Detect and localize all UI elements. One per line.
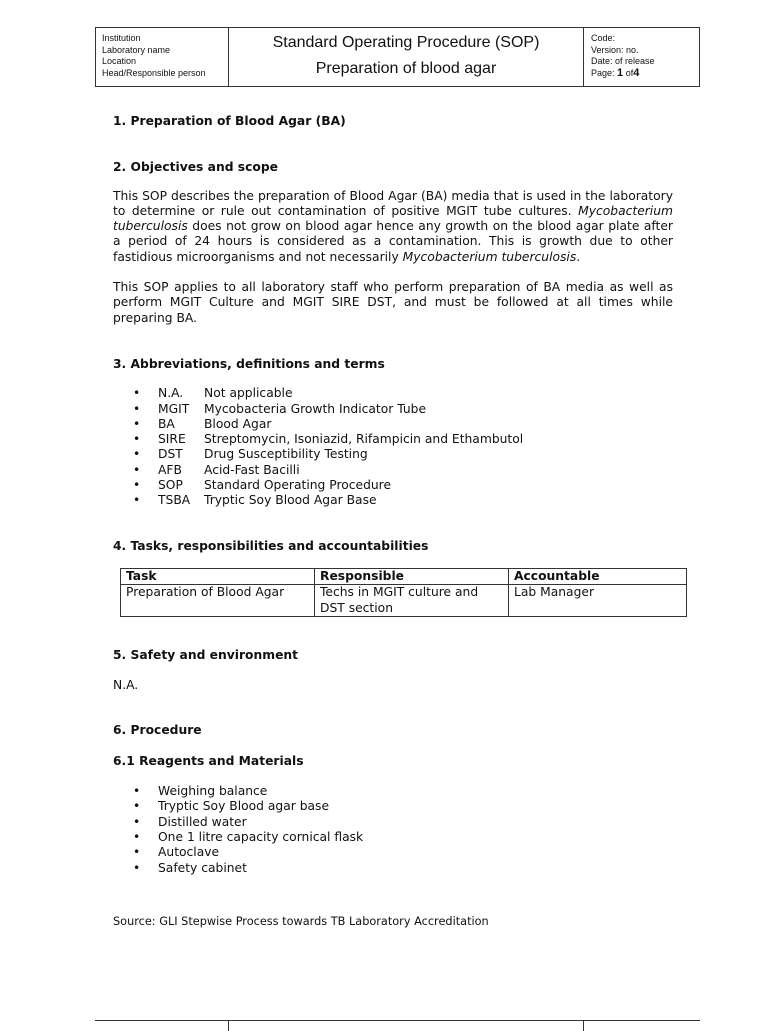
scope-paragraph: This SOP applies to all laboratory staff who perform preparation of BA media as well as perform MGIT Culture and MGIT SIRE DST, and must be followed at all times while preparing BA. [113,280,673,325]
section-3-title: 3. Abbreviations, definitions and terms [113,356,385,371]
table-header-responsible: Responsible [315,568,509,584]
table-header-task: Task [121,568,315,584]
list-item: • One 1 litre capacity cornical flask [113,830,673,845]
objectives-paragraph: This SOP describes the preparation of Blood Agar (BA) media that is used in the laboratory to determine or rule out contamination of positive MGIT tube cultures. Mycobacterium tuberculosis does not grow on blood agar hence any growth on the blood agar plate after a period of 24 hours is considered as a contamination. This is growth due to other fastidious microorganisms and not necessarily Mycobacterium tuberculosis. [113,188,673,264]
list-item [113,493,673,508]
next-page-header-edge [95,1020,700,1031]
list-item: • Autoclave [113,845,673,860]
abbreviation-term: DST [158,447,183,462]
abbreviation-definition: Streptomycin, Isoniazid, Rifampicin and Ethambutol [204,432,524,447]
list-item: • Tryptic Soy Blood agar base [113,799,673,814]
abbreviation-definition: Standard Operating Procedure [204,478,392,493]
section-2-title: 2. Objectives and scope [113,160,278,175]
list-item: • Distilled water [113,815,673,830]
abbreviation-definition: Mycobacteria Growth Indicator Tube [204,401,427,416]
code-label: Code: [591,33,616,43]
list-item [113,432,673,447]
sop-title: Standard Operating Procedure (SOP) [272,34,540,51]
abbreviation-term: SOP [158,478,183,493]
sop-subtitle: Preparation of blood agar [315,60,497,77]
list-item: • Safety cabinet [113,861,673,876]
abbreviation-definition: Blood Agar [204,416,272,431]
abbreviation-term: SIRE [158,432,186,447]
section-1-title: 1. Preparation of Blood Agar (BA) [113,114,346,128]
abbreviation-term: TSBA [158,493,191,508]
table-row [121,585,687,617]
location-label: Location [102,56,137,66]
abbreviation-term: N.A. [158,386,184,401]
abbreviation-term: MGIT [158,401,190,416]
table-cell-accountable: Lab Manager [509,585,687,617]
section-6-title: 6. Procedure [113,723,202,738]
abbreviation-definition: Tryptic Soy Blood Agar Base [204,493,377,508]
list-item [113,478,673,493]
abbreviation-term: AFB [158,462,182,477]
list-item [113,463,673,478]
list-item: • Weighing balance [113,784,673,799]
abbreviation-definition: Acid-Fast Bacilli [204,462,300,477]
laboratory-name-label: Laboratory name [102,44,171,55]
title-block [229,28,584,86]
abbreviation-list [113,386,673,508]
section-4-title: 4. Tasks, responsibilities and accountabilities [113,538,429,553]
head-responsible-label: Head/Responsible person [102,67,206,78]
sop-header [95,27,700,87]
doc-info-block [584,28,699,86]
section-6-1-title: 6.1 Reagents and Materials [113,753,304,768]
abbreviation-term: BA [158,416,175,431]
table-cell-task: Preparation of Blood Agar [121,585,315,617]
list-item [113,447,673,462]
safety-text: N.A. [113,678,139,693]
abbreviation-definition: Not applicable [204,386,293,401]
document-body [113,114,673,929]
source-note: Source: GLI Stepwise Process towards TB Laboratory Accreditation [113,914,489,928]
list-item [113,402,673,417]
table-header-accountable: Accountable [509,568,687,584]
materials-list [113,784,673,876]
table-cell-responsible: Techs in MGIT culture and DST section [315,585,509,617]
abbreviation-definition: Drug Susceptibility Testing [204,447,368,462]
date-label: Date: of release [591,56,655,66]
institution-label: Institution [102,33,141,43]
list-item [113,417,673,432]
responsibility-table [120,568,687,617]
institution-block [96,28,229,86]
list-item [113,386,673,401]
page-indicator: Page: 1 of4 [591,66,640,79]
section-5-title: 5. Safety and environment [113,647,299,662]
version-label: Version: no. [591,44,639,55]
table-header-row [121,568,687,584]
